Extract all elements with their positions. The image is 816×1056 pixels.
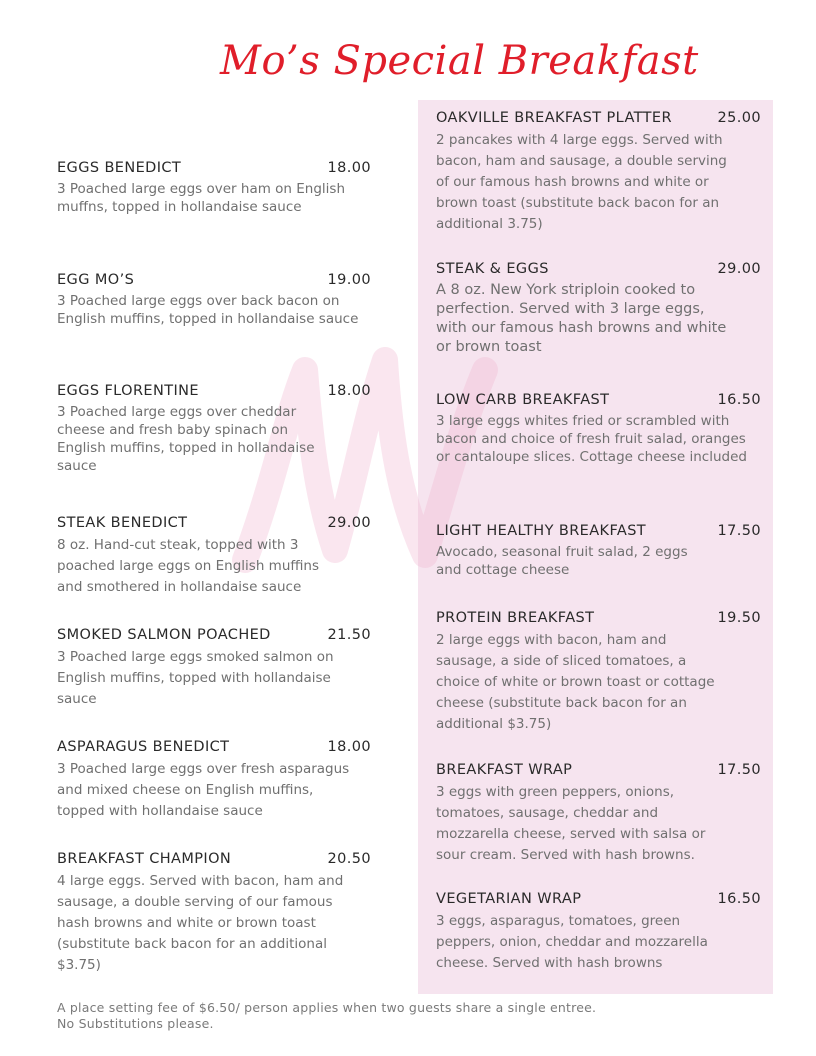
item-description: 3 Poached large eggs over back bacon on English muffins, topped in hollandaise sauce (57, 293, 359, 327)
item-name: VEGETARIAN WRAP (436, 891, 582, 907)
item-description: 3 eggs with green peppers, onions, tomatoes, sausage, cheddar and mozzarella cheese, served with salsa or sour cream. Served with hash browns. (436, 784, 706, 863)
item-name: OAKVILLE BREAKFAST PLATTER (436, 110, 672, 126)
item-description: 2 large eggs with bacon, ham and sausage, a side of sliced tomatoes, a choice of white or brown toast or cottage cheese (substitute back bacon for an additional $3.75) (436, 632, 715, 732)
item-name: EGGS BENEDICT (57, 160, 182, 176)
item-description: 3 Poached large eggs over ham on English muffns, topped in hollandaise sauce (57, 181, 346, 215)
footer-line-1: A place setting fee of $6.50/ person applies when two guests share a single entree. (57, 1000, 597, 1015)
item-price: 16.50 (717, 891, 761, 907)
item-price: 29.00 (327, 515, 371, 531)
menu-item-breakfast-champion (57, 851, 371, 976)
item-price: 17.50 (717, 762, 761, 778)
menu-item-breakfast-wrap (436, 762, 761, 866)
menu-item-oakville-breakfast-platter (436, 110, 761, 235)
item-description: Avocado, seasonal fruit salad, 2 eggs and cottage cheese (436, 544, 688, 578)
item-price: 16.50 (717, 392, 761, 408)
menu-item-eggs-benedict (57, 160, 371, 216)
item-description: 3 large eggs whites fried or scrambled with bacon and choice of fresh fruit salad, oranges or cantaloupe slices. Cottage cheese included (436, 413, 747, 465)
item-name: STEAK BENEDICT (57, 515, 188, 531)
footer-line-2: No Substitutions please. (57, 1016, 214, 1031)
item-description: 8 oz. Hand-cut steak, topped with 3 poached large eggs on English muffins and smothered in hollandaise sauce (57, 537, 320, 595)
menu-item-smoked-salmon-poached (57, 627, 371, 710)
item-name: ASPARAGUS BENEDICT (57, 739, 230, 755)
item-description: 3 Poached large eggs over cheddar cheese and fresh baby spinach on English muffins, topped in hollandaise sauce (57, 404, 315, 474)
menu-item-asparagus-benedict (57, 739, 371, 822)
footer-note (57, 1000, 596, 1032)
menu-item-vegetarian-wrap (436, 891, 761, 974)
item-name: BREAKFAST WRAP (436, 762, 573, 778)
item-price: 20.50 (327, 851, 371, 867)
item-name: LOW CARB BREAKFAST (436, 392, 610, 408)
item-description: 3 Poached large eggs smoked salmon on English muffins, topped with hollandaise sauce (57, 649, 334, 707)
item-price: 18.00 (327, 739, 371, 755)
item-name: SMOKED SALMON POACHED (57, 627, 271, 643)
item-price: 21.50 (327, 627, 371, 643)
item-description: 4 large eggs. Served with bacon, ham and sausage, a double serving of our famous hash browns and white or brown toast (substitute back bacon for an additional $3.75) (57, 873, 344, 973)
item-name: LIGHT HEALTHY BREAKFAST (436, 523, 647, 539)
item-price: 18.00 (327, 383, 371, 399)
menu-title: Mo’s Special Breakfast (220, 38, 699, 84)
item-price: 17.50 (717, 523, 761, 539)
item-price: 25.00 (717, 110, 761, 126)
menu-item-light-healthy-breakfast (436, 523, 761, 579)
item-price: 29.00 (717, 261, 761, 277)
menu-item-steak-and-eggs (436, 261, 761, 357)
item-price: 19.50 (717, 610, 761, 626)
item-name: EGG MO’S (57, 272, 135, 288)
menu-item-steak-benedict (57, 515, 371, 598)
item-name: BREAKFAST CHAMPION (57, 851, 232, 867)
item-description: A 8 oz. New York striploin cooked to perfection. Served with 3 large eggs, with our famous hash browns and white or brown toast (436, 282, 727, 355)
menu-item-eggs-florentine (57, 383, 371, 475)
menu-item-protein-breakfast (436, 610, 761, 735)
item-name: STEAK & EGGS (436, 261, 549, 277)
item-description: 3 eggs, asparagus, tomatoes, green peppers, onion, cheddar and mozzarella cheese. Served with hash browns (436, 913, 708, 971)
item-description: 2 pancakes with 4 large eggs. Served with bacon, ham and sausage, a double serving of our famous hash browns and white or brown toast (substitute back bacon for an additional 3.75) (436, 132, 727, 232)
item-price: 18.00 (327, 160, 371, 176)
item-name: EGGS FLORENTINE (57, 383, 199, 399)
item-price: 19.00 (327, 272, 371, 288)
item-description: 3 Poached large eggs over fresh asparagus and mixed cheese on English muffins, topped with hollandaise sauce (57, 761, 350, 819)
item-name: PROTEIN BREAKFAST (436, 610, 595, 626)
menu-item-egg-mos (57, 272, 371, 328)
menu-item-low-carb-breakfast (436, 392, 761, 466)
